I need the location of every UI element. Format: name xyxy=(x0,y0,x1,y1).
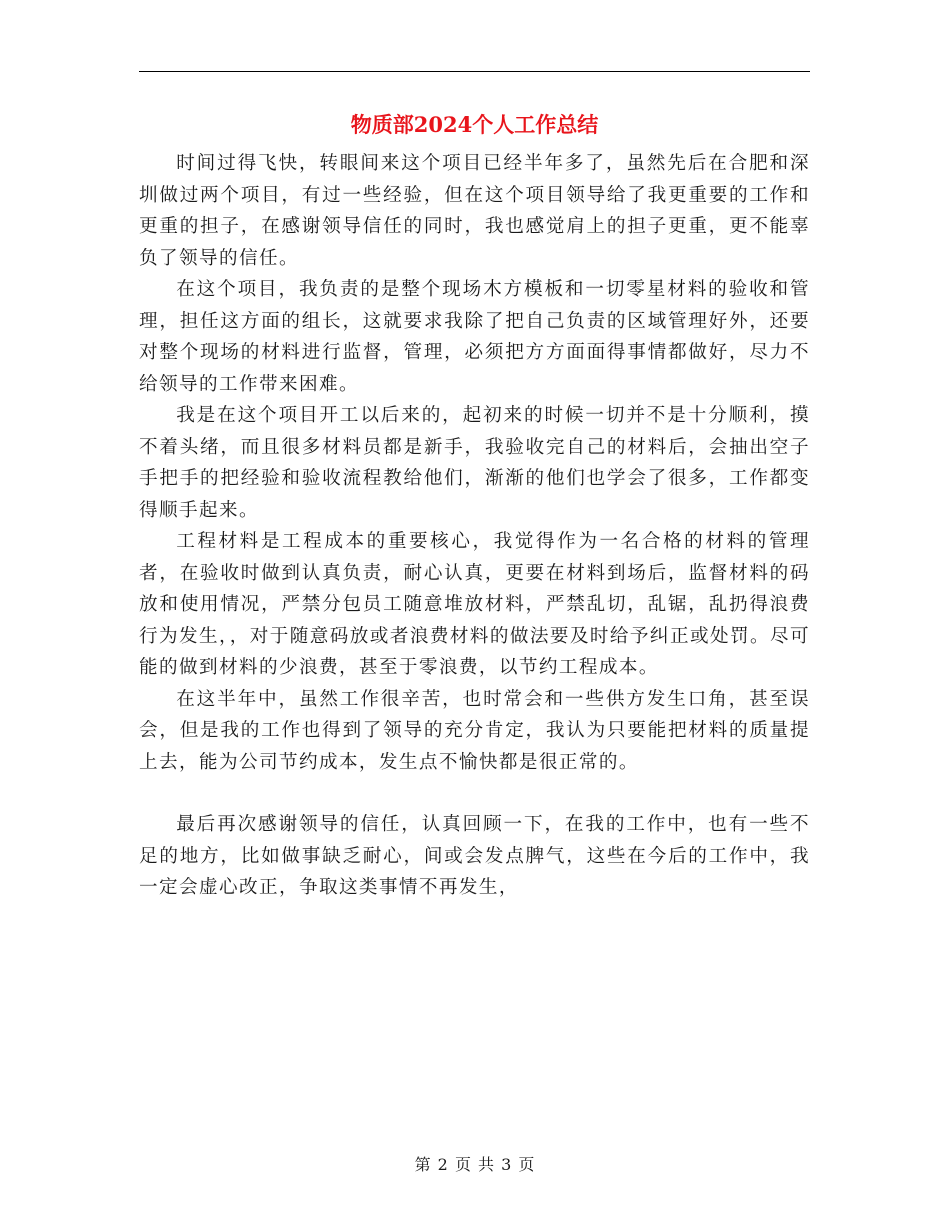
document-body xyxy=(139,148,810,904)
paragraph-4: 工程材料是工程成本的重要核心，我觉得作为一名合格的材料的管理者，在验收时做到认真负责，耐心认真，更要在材料到场后，监督材料的码放和使用情况，严禁分包员工随意堆放材料，严禁乱切，乱锯，乱扔得浪费行为发生，，对于随意码放或者浪费材料的做法要及时给予纠正或处罚。尽可能的做到材料的少浪费，甚至于零浪费，以节约工程成本。 xyxy=(139,531,810,678)
page-number-footer: 第 2 页 共 3 页 xyxy=(414,1155,536,1174)
paragraph-5: 在这半年中，虽然工作很辛苦，也时常会和一些供方发生口角，甚至误会，但是我的工作也得到了领导的充分肯定，我认为只要能把材料的质量提上去，能为公司节约成本，发生点不愉快都是很正常的。 xyxy=(139,688,810,773)
paragraph-1: 时间过得飞快，转眼间来这个项目已经半年多了，虽然先后在合肥和深圳做过两个项目，有过一些经验，但在这个项目领导给了我更重要的工作和更重的担子，在感谢领导信任的同时，我也感觉肩上的担子更重，更不能辜负了领导的信任。 xyxy=(139,153,810,269)
document-title: 物质部2024个人工作总结 xyxy=(350,112,599,137)
header-rule xyxy=(139,71,810,72)
paragraph-6: 最后再次感谢领导的信任，认真回顾一下，在我的工作中，也有一些不足的地方，比如做事缺乏耐心，间或会发点脾气，这些在今后的工作中，我一定会虚心改正，争取这类事情不再发生， xyxy=(139,814,810,898)
paragraph-2: 在这个项目，我负责的是整个现场木方模板和一切零星材料的验收和管理，担任这方面的组长，这就要求我除了把自己负责的区域管理好外，还要对整个现场的材料进行监督，管理，必须把方方面面得事情都做好，尽力不给领导的工作带来困难。 xyxy=(139,279,810,395)
paragraph-3: 我是在这个项目开工以后来的，起初来的时候一切并不是十分顺利，摸不着头绪，而且很多材料员都是新手，我验收完自己的材料后，会抽出空子手把手的把经验和验收流程教给他们，渐渐的他们也学会了很多，工作都变得顺手起来。 xyxy=(139,405,810,521)
